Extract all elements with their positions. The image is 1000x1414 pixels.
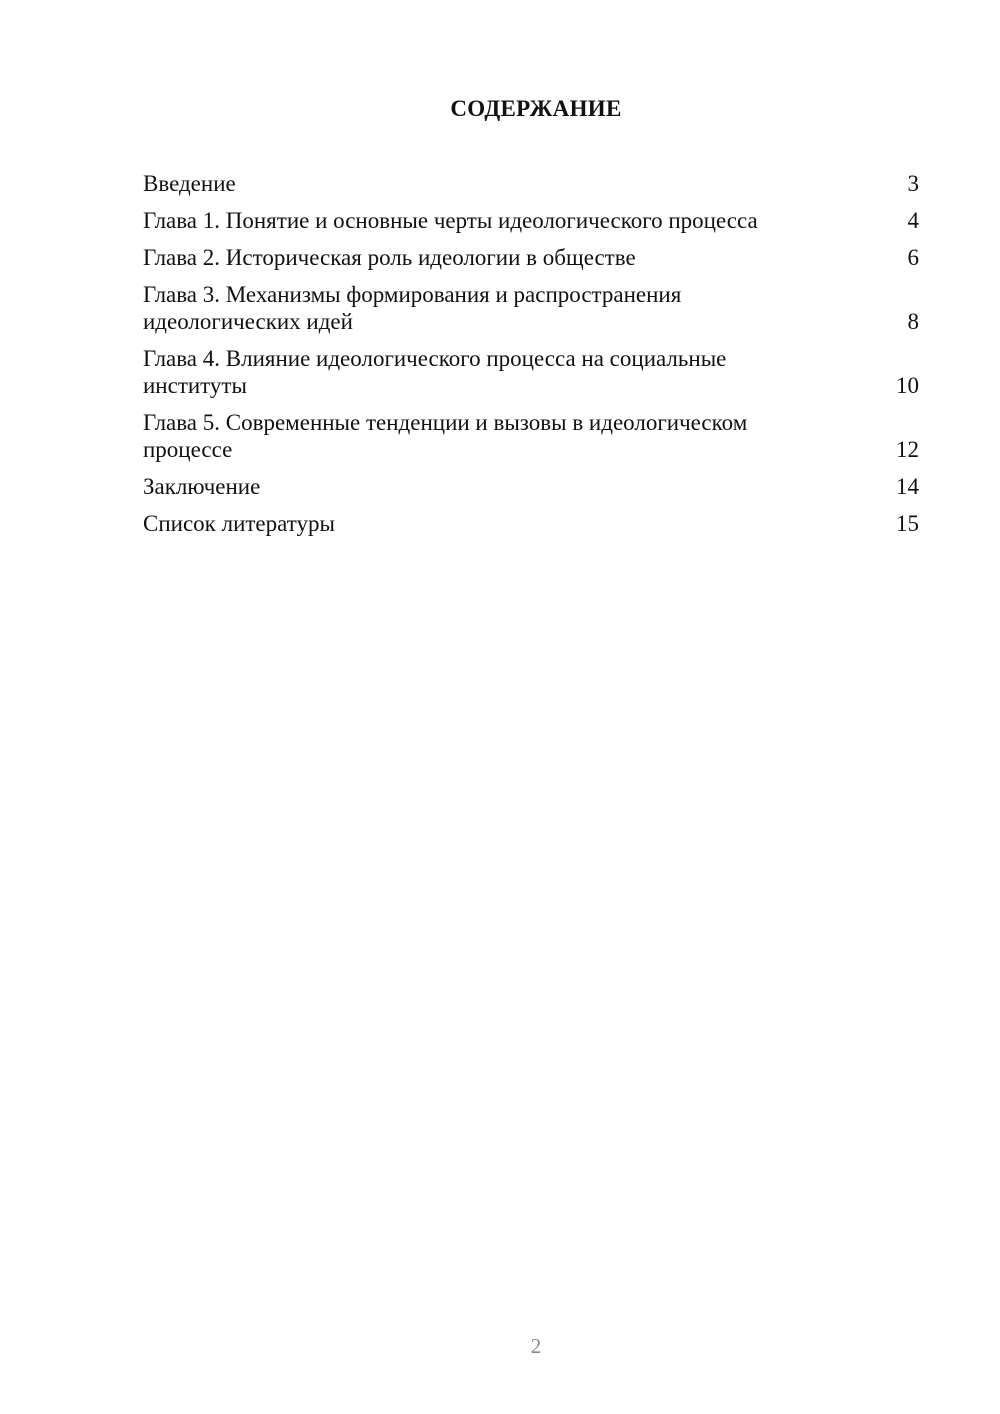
toc-entry-title: Глава 5. Современные тенденции и вызовы в идеологическом процессе	[143, 410, 748, 462]
toc-entry-page: 12	[896, 437, 919, 462]
toc-entry-chapter-2	[143, 244, 919, 271]
toc-entry-title: Введение	[143, 171, 236, 196]
toc-entry-page: 8	[907, 309, 919, 334]
toc-entry-chapter-5	[143, 409, 919, 463]
toc-entry-conclusion	[143, 473, 919, 500]
table-of-contents	[143, 170, 919, 547]
toc-entry-chapter-1	[143, 207, 919, 234]
toc-entry-title: Глава 1. Понятие и основные черты идеологического процесса	[143, 208, 758, 233]
toc-entry-page: 14	[896, 474, 919, 499]
toc-entry-page: 4	[907, 208, 919, 233]
page-number: 2	[530, 1334, 542, 1358]
toc-entry-page: 10	[896, 373, 919, 398]
page-title: СОДЕРЖАНИЕ	[450, 96, 622, 121]
toc-entry-page: 3	[907, 171, 919, 196]
toc-entry-title: Список литературы	[143, 511, 335, 536]
toc-entry-title: Глава 4. Влияние идеологического процесса на социальные институты	[143, 346, 727, 398]
toc-entry-title: Глава 2. Историческая роль идеологии в обществе	[143, 245, 636, 270]
toc-entry-page: 15	[896, 511, 919, 536]
toc-entry-page: 6	[907, 245, 919, 270]
toc-entry-references	[143, 510, 919, 537]
toc-entry-introduction	[143, 170, 919, 197]
toc-entry-title: Заключение	[143, 474, 261, 499]
toc-entry-chapter-3	[143, 281, 919, 335]
toc-entry-chapter-4	[143, 345, 919, 399]
toc-entry-title: Глава 3. Механизмы формирования и распространения идеологических идей	[143, 282, 682, 334]
